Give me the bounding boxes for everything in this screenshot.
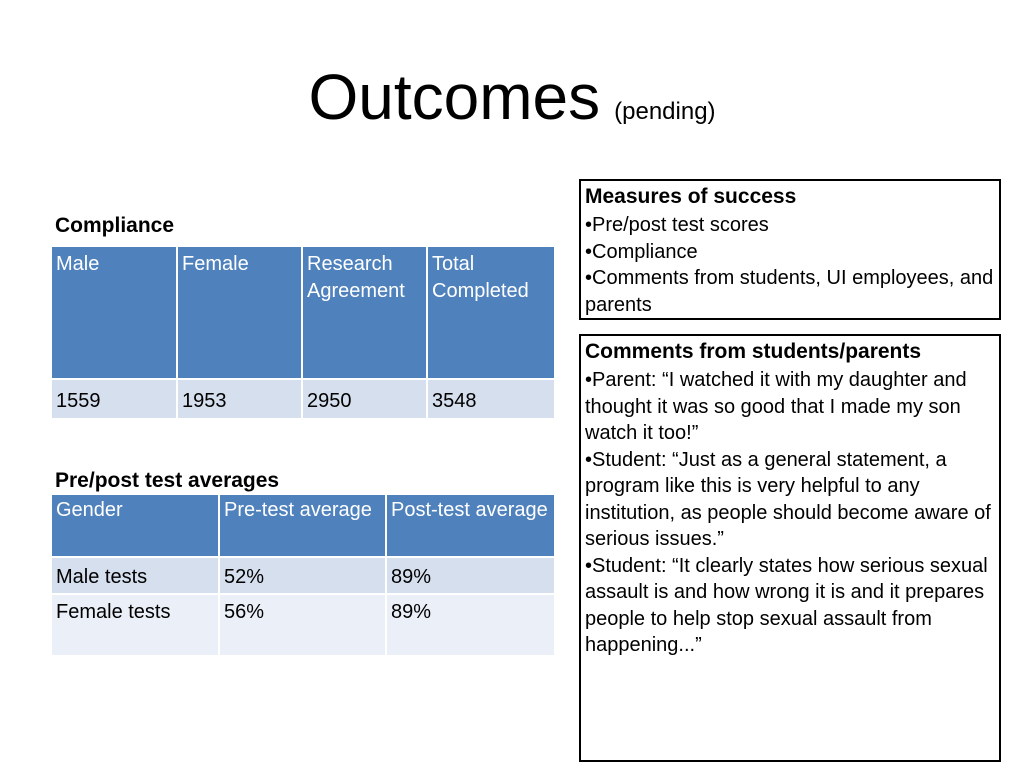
compliance-header-row [52,247,554,379]
measures-item: •Pre/post test scores [585,214,769,236]
title-subtitle: (pending) [614,98,716,125]
compliance-header-cell: Female [177,247,302,379]
prepost-cell: 89% [386,594,554,656]
prepost-row [52,557,554,594]
compliance-value-cell: 2950 [302,379,427,419]
comment-item: •Student: “Just as a general statement, a program like this is very helpful to any institution, as people should become aware of serious issues.” [585,448,991,550]
prepost-header-cell: Gender [52,495,219,557]
measures-heading: Measures of success [585,185,797,208]
comments-list [585,367,995,659]
measures-item: •Comments from students, UI employees, and parents [585,267,994,316]
prepost-cell: 89% [386,557,554,594]
measures-list [585,212,995,318]
compliance-label: Compliance [55,214,175,237]
prepost-cell: Male tests [52,557,219,594]
compliance-value-cell: 3548 [427,379,554,419]
prepost-row [52,594,554,656]
compliance-header-cell: Male [52,247,177,379]
compliance-header-cell: Total Completed [427,247,554,379]
title-main: Outcomes [308,61,601,133]
compliance-value-row [52,379,554,419]
prepost-header-row [52,495,554,557]
measures-item: •Compliance [585,240,698,263]
comments-heading: Comments from students/parents [585,340,922,363]
prepost-cell: Female tests [52,594,219,656]
compliance-value-cell: 1559 [52,379,177,419]
comment-item: •Student: “It clearly states how serious sexual assault is and how wrong it is and it prepares people to help stop sexual assault from happening...” [585,554,988,656]
slide-title [0,62,1024,132]
prepost-table [52,495,554,657]
prepost-cell: 52% [219,557,386,594]
measures-panel [579,179,1001,320]
compliance-value-cell: 1953 [177,379,302,419]
prepost-header-cell: Post-test average [386,495,554,557]
compliance-header-cell: Research Agreement [302,247,427,379]
comments-panel [579,334,1001,762]
prepost-header-cell: Pre-test average [219,495,386,557]
comment-item: •Parent: “I watched it with my daughter and thought it was so good that I made my son watch it too!” [585,369,967,444]
compliance-table [52,247,554,420]
prepost-cell: 56% [219,594,386,656]
prepost-label: Pre/post test averages [55,469,280,492]
